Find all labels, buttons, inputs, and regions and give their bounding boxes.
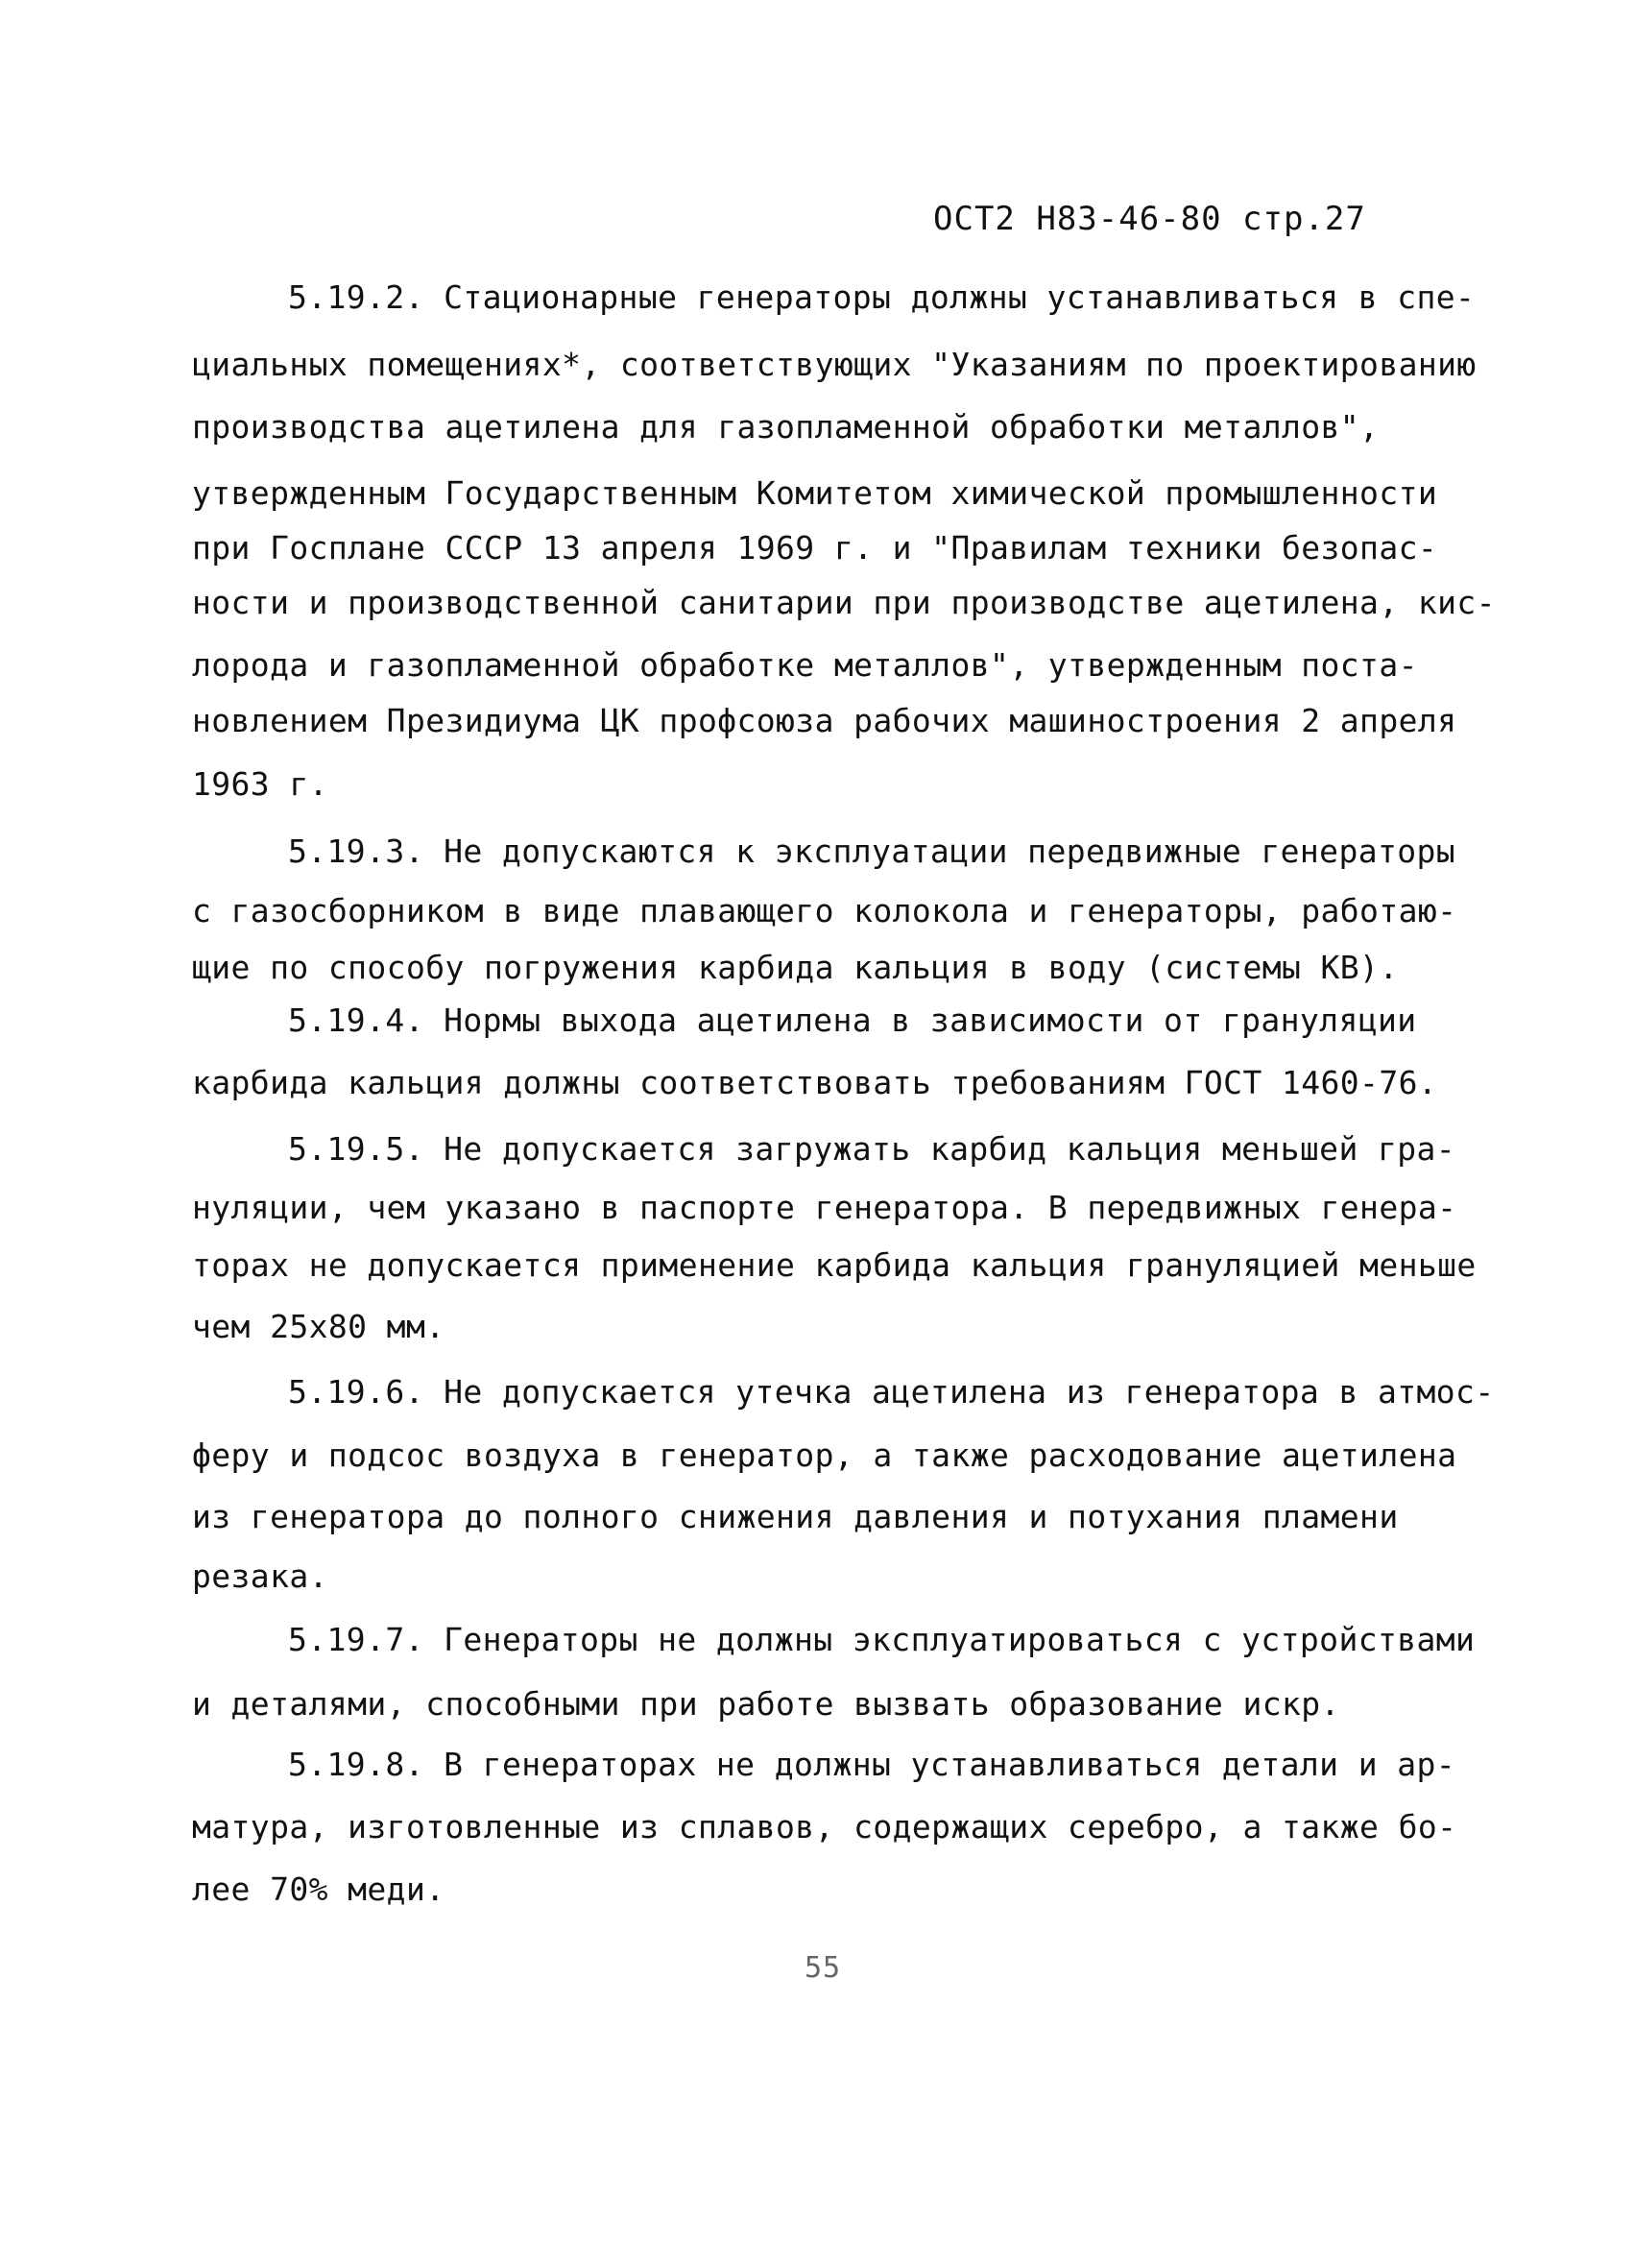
paragraph-line: 5.19.4. Нормы выхода ацетилена в зависимости от грануляции	[288, 1001, 1417, 1039]
paragraph-line: чем 25х80 мм.	[192, 1308, 445, 1345]
page-number: 55	[805, 1951, 842, 1985]
paragraph-line: лее 70% меди.	[192, 1870, 445, 1908]
paragraph-line: лорода и газопламенной обработке металлов", утвержденным поста-	[192, 646, 1418, 684]
paragraph-line: 5.19.7. Генераторы не должны эксплуатироваться с устройствами	[288, 1621, 1476, 1658]
paragraph-line: 5.19.6. Не допускается утечка ацетилена из генератора в атмос-	[288, 1373, 1495, 1411]
paragraph-line: новлением Президиума ЦК профсоюза рабочих машиностроения 2 апреля	[192, 702, 1457, 739]
paragraph-line: 5.19.8. В генераторах не должны устанавливаться детали и ар-	[288, 1746, 1456, 1783]
document-header: ОСТ2 Н83-46-80 стр.27	[933, 200, 1366, 238]
paragraph-line: 5.19.2. Стационарные генераторы должны устанавливаться в спе-	[288, 278, 1476, 316]
paragraph-line: нуляции, чем указано в паспорте генератора. В передвижных генера-	[192, 1189, 1457, 1226]
paragraph-line: циальных помещениях*, соответствующих "Указаниям по проектированию	[192, 346, 1477, 383]
paragraph-line: с газосборником в виде плавающего колокола и генераторы, работаю-	[192, 892, 1457, 929]
paragraph-line: 5.19.3. Не допускаются к эксплуатации передвижные генераторы	[288, 832, 1456, 870]
paragraph-line: торах не допускается применение карбида кальция грануляцией меньше	[192, 1246, 1477, 1284]
paragraph-line: ности и производственной санитарии при производстве ацетилена, кис-	[192, 584, 1496, 621]
paragraph-line: из генератора до полного снижения давления и потухания пламени	[192, 1498, 1399, 1535]
paragraph-line: утвержденным Государственным Комитетом химической промышленности	[192, 474, 1438, 512]
paragraph-line: 1963 г.	[192, 765, 328, 803]
paragraph-line: и деталями, способными при работе вызвать образование искр.	[192, 1685, 1340, 1723]
paragraph-line: щие по способу погружения карбида кальция в воду (системы КВ).	[192, 949, 1399, 986]
paragraph-line: резака.	[192, 1557, 328, 1595]
paragraph-line: карбида кальция должны соответствовать требованиям ГОСТ 1460-76.	[192, 1064, 1438, 1101]
paragraph-line: 5.19.5. Не допускается загружать карбид кальция меньшей гра-	[288, 1130, 1456, 1168]
paragraph-line: производства ацетилена для газопламенной обработки металлов",	[192, 408, 1380, 446]
paragraph-line: матура, изготовленные из сплавов, содержащих серебро, а также бо-	[192, 1808, 1457, 1846]
paragraph-line: при Госплане СССР 13 апреля 1969 г. и "Правилам техники безопас-	[192, 529, 1438, 567]
paragraph-line: феру и подсос воздуха в генератор, а также расходование ацетилена	[192, 1436, 1457, 1474]
